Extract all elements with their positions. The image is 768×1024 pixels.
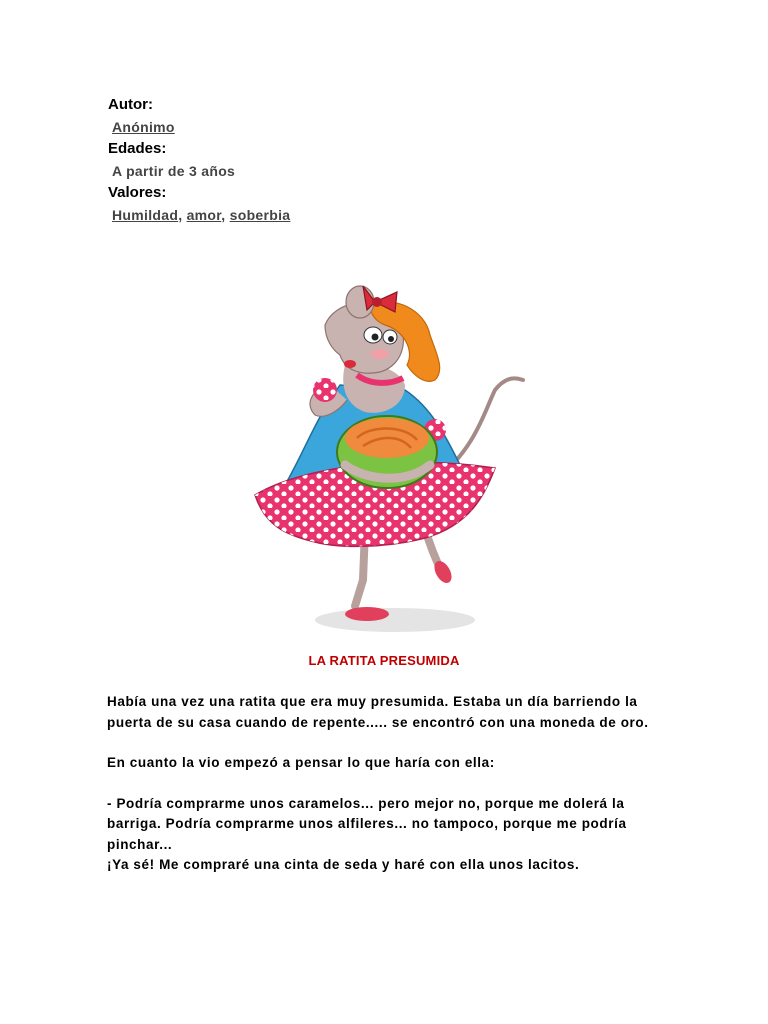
story-title: LA RATITA PRESUMIDA bbox=[308, 653, 460, 668]
ages-value: A partir de 3 años bbox=[112, 163, 236, 179]
cheek-blush bbox=[371, 349, 389, 359]
author-value bbox=[108, 116, 508, 138]
value-link-humildad[interactable]: Humildad bbox=[112, 207, 179, 223]
ages-label: Edades: bbox=[108, 140, 167, 157]
values-list bbox=[108, 204, 508, 226]
left-shoe bbox=[345, 607, 389, 621]
values-label: Valores: bbox=[108, 184, 167, 201]
values-separator: , bbox=[221, 207, 230, 223]
author-link[interactable]: Anónimo bbox=[112, 119, 175, 135]
values-separator: , bbox=[178, 207, 187, 223]
story-paragraph: Había una vez una ratita que era muy presumida. Estaba un día barriendo la puerta de su casa cuando de repente..... se encontró con una moneda de oro. bbox=[107, 694, 649, 730]
story-paragraph: - Podría comprarme unos caramelos... pero mejor no, porque me dolerá la barriga. Podría comprarme unos alfileres... no tampoco, porque me podría pinchar... bbox=[107, 795, 627, 852]
value-link-amor[interactable]: amor bbox=[186, 207, 222, 223]
author-label: Autor: bbox=[108, 96, 153, 113]
story-body bbox=[107, 692, 677, 896]
mouse-in-polka-dot-dress-illustration bbox=[245, 280, 535, 640]
ground-shadow bbox=[315, 608, 475, 632]
story-metadata bbox=[108, 94, 508, 226]
story-paragraph: En cuanto la vio empezó a pensar lo que haría con ella: bbox=[107, 755, 495, 770]
value-link-soberbia[interactable]: soberbia bbox=[229, 207, 291, 223]
story-paragraph: ¡Ya sé! Me compraré una cinta de seda y haré con ella unos lacitos. bbox=[107, 857, 580, 872]
lips bbox=[344, 360, 356, 368]
